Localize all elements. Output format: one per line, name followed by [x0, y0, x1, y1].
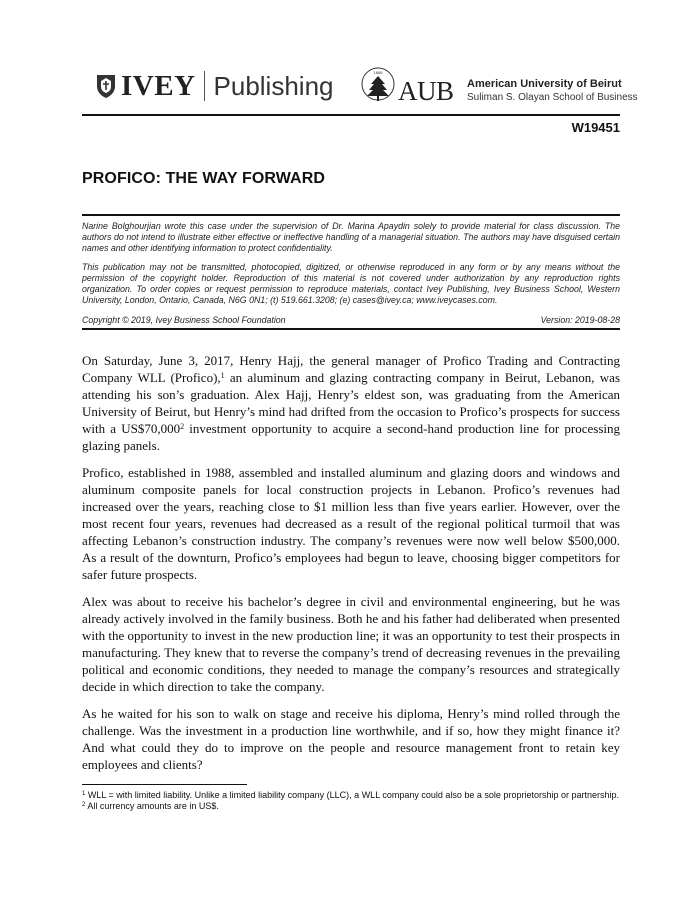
- copyright-text: Copyright © 2019, Ivey Business School Foundation: [82, 315, 286, 325]
- publishing-label: Publishing: [213, 70, 334, 101]
- footnote-text-1: WLL = with limited liability. Unlike a limited liability company (LLC), a WLL company could also be a sole proprietorship or partnership.: [85, 790, 619, 800]
- body-paragraph-2: Profico, established in 1988, assembled and installed aluminum and glazing doors and windows and aluminum composite panels for local construction projects in Lebanon. Profico’s revenues had increased over the years, reaching close to $1 million less than five years earlier. However, over the most recent four years, revenues had decreased as a result of the regional political turmoil that was affecting Lebanon’s construction industry. The company’s revenues were now well below $500,000. As a result of the downturn, Profico’s employees had begun to leave, choosing bigger competitors for safer future prospects.: [82, 465, 620, 582]
- aub-cedar-seal-icon: [360, 62, 396, 108]
- body-paragraph-1: [82, 352, 620, 454]
- permissions-note: This publication may not be transmitted, photocopied, digitized, or otherwise reproduced in any form or by any means without the permission of the copyright holder. Reproduction of this material is not covered under authorization by any reproduction rights organization. To order copies or request permission to reproduce materials, contact Ivey Publishing, Ivey Business School, Western University, London, Ontario, Canada, N6G 0N1; (t) 519.661.3208; (e) cases@ivey.ca; www.iveycases.com.: [82, 262, 620, 305]
- footnote-1: [82, 790, 620, 801]
- footnote-ref-1: 1: [220, 371, 225, 380]
- ivey-wordmark: IVEY: [121, 69, 196, 102]
- footnotes: [82, 790, 620, 812]
- footnote-2: [82, 801, 620, 812]
- ivey-publishing-logo: [95, 68, 334, 104]
- notes-bottom-divider: [82, 328, 620, 330]
- aub-university-name: American University of Beirut: [467, 78, 622, 90]
- body-text: an aluminum and glazing contracting company in Beirut, Lebanon, was attending his son’s graduation. Alex Hajj, Henry’s eldest son, was graduating from the American University of Beirut, but Henry’s mind had drifted from the occasion to Profico’s prospects for success with a US$70,000: [82, 370, 621, 436]
- header-divider: [82, 114, 620, 116]
- aub-letters: AUB: [398, 76, 454, 106]
- footnote-ref-2: 2: [180, 422, 185, 431]
- ivey-shield-icon: [95, 73, 117, 99]
- case-number: W19451: [571, 120, 620, 135]
- footnote-mark-2: 2: [82, 802, 86, 808]
- body-text: On Saturday, June 3, 2017, Henry Hajj, the general manager of Profico Trading and Contracting Company WLL (Profico),: [82, 353, 620, 385]
- body-paragraph-4: As he waited for his son to walk on stage and receive his diploma, Henry’s mind rolled through the challenge. Was the investment in a production line worthwhile, and if so, how they might finance it? And what could they do to improve on the people and resource management front to retain key employees and clients?: [82, 706, 620, 772]
- body-paragraph-3: Alex was about to receive his bachelor’s degree in civil and environmental engineering, but he was already actively involved in the family business. Both he and his father had deliberated when presented with the opportunity to invest in the new production line; it was an opportunity to test their prospects in manufacturing. They knew that to reverse the company’s trend of decreasing revenues in the prevailing political and economic conditions, they needed to manage the company’s resources and strategically decide in which direction to take the company.: [82, 594, 620, 694]
- version-text: Version: 2019-08-28: [540, 315, 620, 325]
- page-header: [95, 62, 638, 112]
- footnote-divider: [82, 784, 247, 785]
- authors-note: Narine Bolghourjian wrote this case under the supervision of Dr. Marina Apaydin solely to provide material for class discussion. The authors do not intend to illustrate either effective or ineffective handling of a managerial situation. The authors may have disguised certain names and other identifying information to protect confidentiality.: [82, 221, 620, 253]
- footnote-mark-1: 1: [82, 791, 86, 797]
- aub-school-name: Suliman S. Olayan School of Business: [467, 92, 638, 103]
- logo-divider: [204, 71, 205, 101]
- notes-top-divider: [82, 214, 620, 216]
- case-body: [82, 352, 620, 783]
- copyright-row: [82, 315, 620, 325]
- body-text: investment opportunity to acquire a second-hand production line for processing glazing panels.: [82, 421, 620, 453]
- aub-name-block: [467, 78, 637, 103]
- footnote-text-2: All currency amounts are in US$.: [85, 801, 219, 811]
- page-title: PROFICO: THE WAY FORWARD: [82, 170, 326, 187]
- aub-logo: [360, 62, 638, 108]
- aub-seal-year: 1866: [373, 70, 383, 75]
